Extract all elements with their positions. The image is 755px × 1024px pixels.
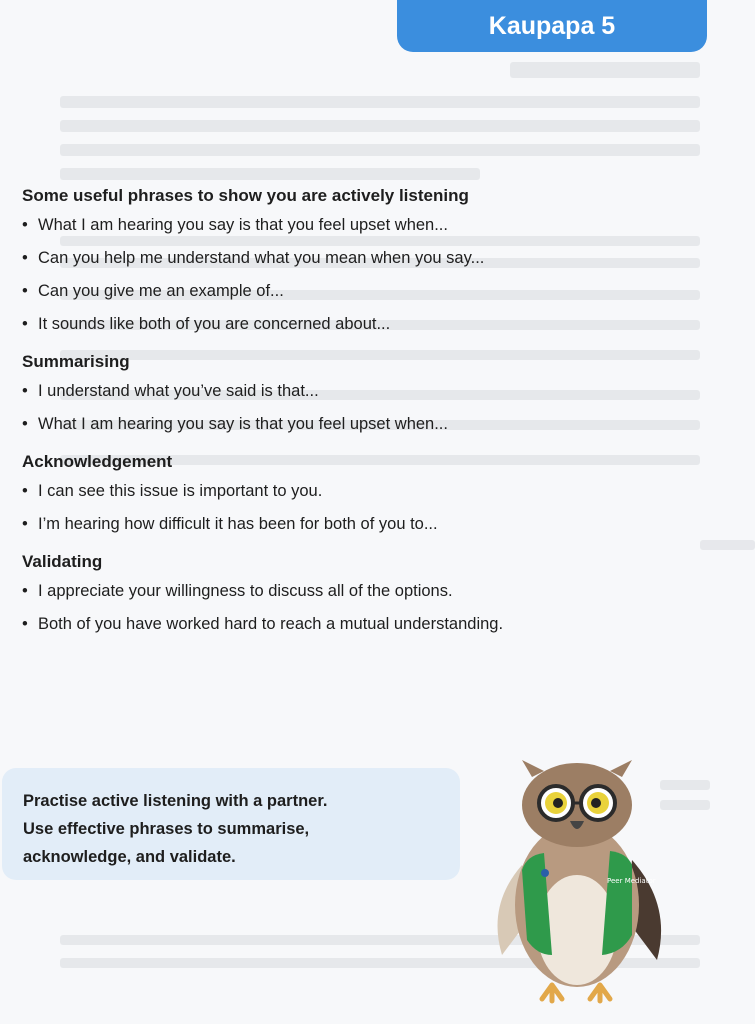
list-item: • I can see this issue is important to you. bbox=[22, 482, 323, 500]
phrase-list bbox=[22, 186, 722, 646]
callout-text: Practise active listening with a partner. Use effective phrases to summarise, acknowledge, and validate. bbox=[23, 792, 328, 866]
section-summarising bbox=[22, 352, 722, 446]
section-heading: Acknowledgement bbox=[22, 452, 173, 471]
list-item: • It sounds like both of you are concerned about... bbox=[22, 315, 391, 333]
section-acknowledgement bbox=[22, 452, 722, 546]
section-tab-title: Kaupapa 5 bbox=[488, 11, 616, 40]
list-item: • Can you help me understand what you mean when you say... bbox=[22, 249, 485, 267]
list-item: • I’m hearing how difficult it has been for both of you to... bbox=[22, 515, 438, 533]
section-active-listening bbox=[22, 186, 722, 346]
list-item: • Can you give me an example of... bbox=[22, 282, 284, 300]
list-item: • I appreciate your willingness to discuss all of the options. bbox=[22, 582, 453, 600]
section-heading: Some useful phrases to show you are actively listening bbox=[22, 186, 469, 205]
section-heading: Validating bbox=[22, 552, 103, 571]
list-item: • I understand what you’ve said is that... bbox=[22, 382, 319, 400]
list-item: • Both of you have worked hard to reach a mutual understanding. bbox=[22, 615, 504, 633]
section-validating bbox=[22, 552, 722, 646]
list-item: • What I am hearing you say is that you feel upset when... bbox=[22, 216, 448, 234]
svg-text:Peer Mediator: Peer Mediator bbox=[607, 877, 656, 885]
owl-mascot-illustration bbox=[482, 755, 672, 1005]
section-heading: Summarising bbox=[22, 352, 130, 371]
activity-callout bbox=[2, 768, 460, 880]
section-tab bbox=[397, 0, 707, 52]
list-item: • What I am hearing you say is that you feel upset when... bbox=[22, 415, 448, 433]
